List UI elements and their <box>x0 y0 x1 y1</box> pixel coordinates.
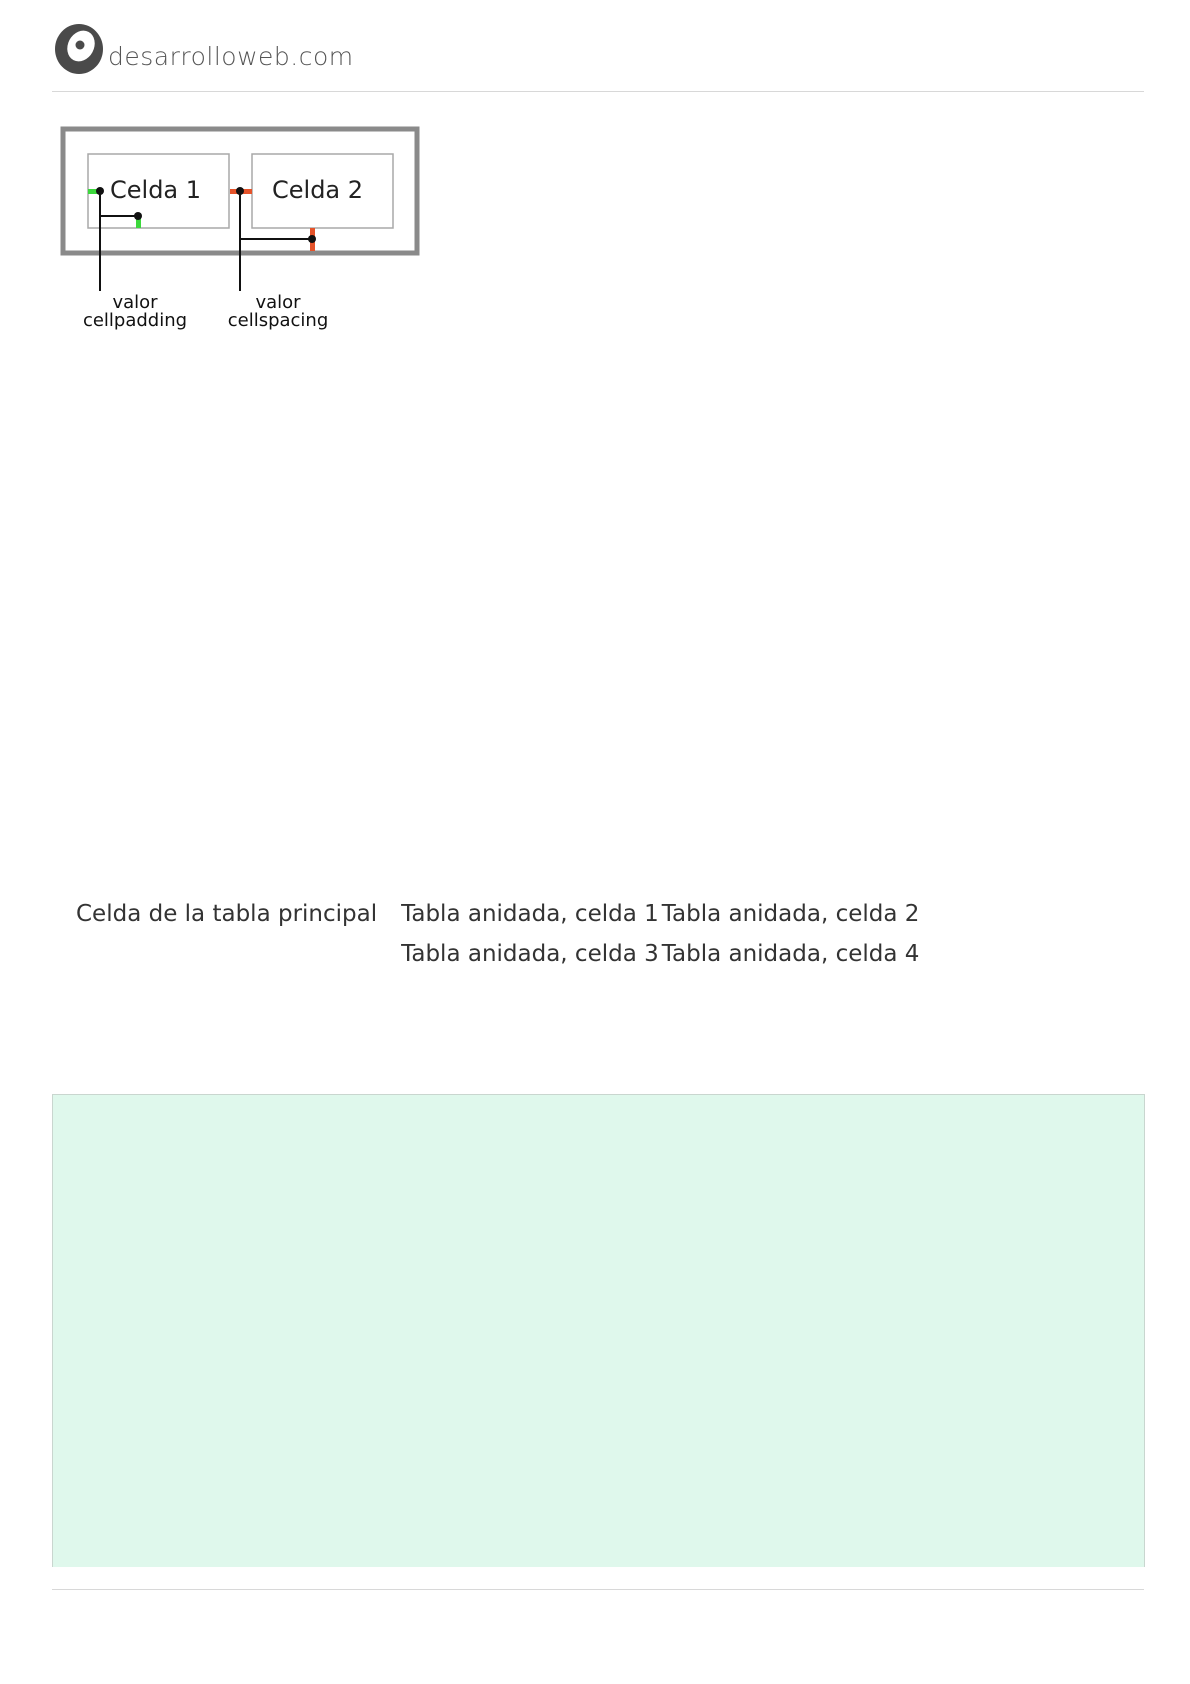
spacing-label-line2: cellspacing <box>227 310 329 331</box>
main-table <box>72 898 926 978</box>
header-divider <box>52 91 1144 92</box>
footer-divider <box>52 1589 1144 1590</box>
main-table-cell: Celda de la tabla principal <box>76 901 378 927</box>
nested-cell-1: Tabla anidada, celda 1 <box>401 901 659 927</box>
site-name: desarrolloweb.com <box>108 42 354 71</box>
main-table-cell-nested <box>401 898 922 978</box>
padding-label-line1: valor <box>112 292 158 313</box>
nested-cell-2: Tabla anidada, celda 2 <box>661 901 920 927</box>
main-table-row <box>76 898 922 978</box>
nested-table <box>401 898 922 978</box>
cellpadding-cellspacing-diagram <box>60 126 430 336</box>
nested-table-row <box>401 898 922 938</box>
page-header <box>52 18 1144 90</box>
nested-table-row <box>401 938 922 978</box>
spacing-label-line1: valor <box>255 292 301 313</box>
nested-cell-4: Tabla anidada, celda 4 <box>661 941 920 967</box>
padding-label-line2: cellpadding <box>82 310 188 331</box>
nested-cell-3: Tabla anidada, celda 3 <box>401 941 659 967</box>
desarrolloweb-logo-icon <box>52 18 106 76</box>
cell-1-label: Celda 1 <box>110 176 202 204</box>
cell-2-label: Celda 2 <box>272 176 364 204</box>
highlight-box <box>52 1094 1145 1567</box>
